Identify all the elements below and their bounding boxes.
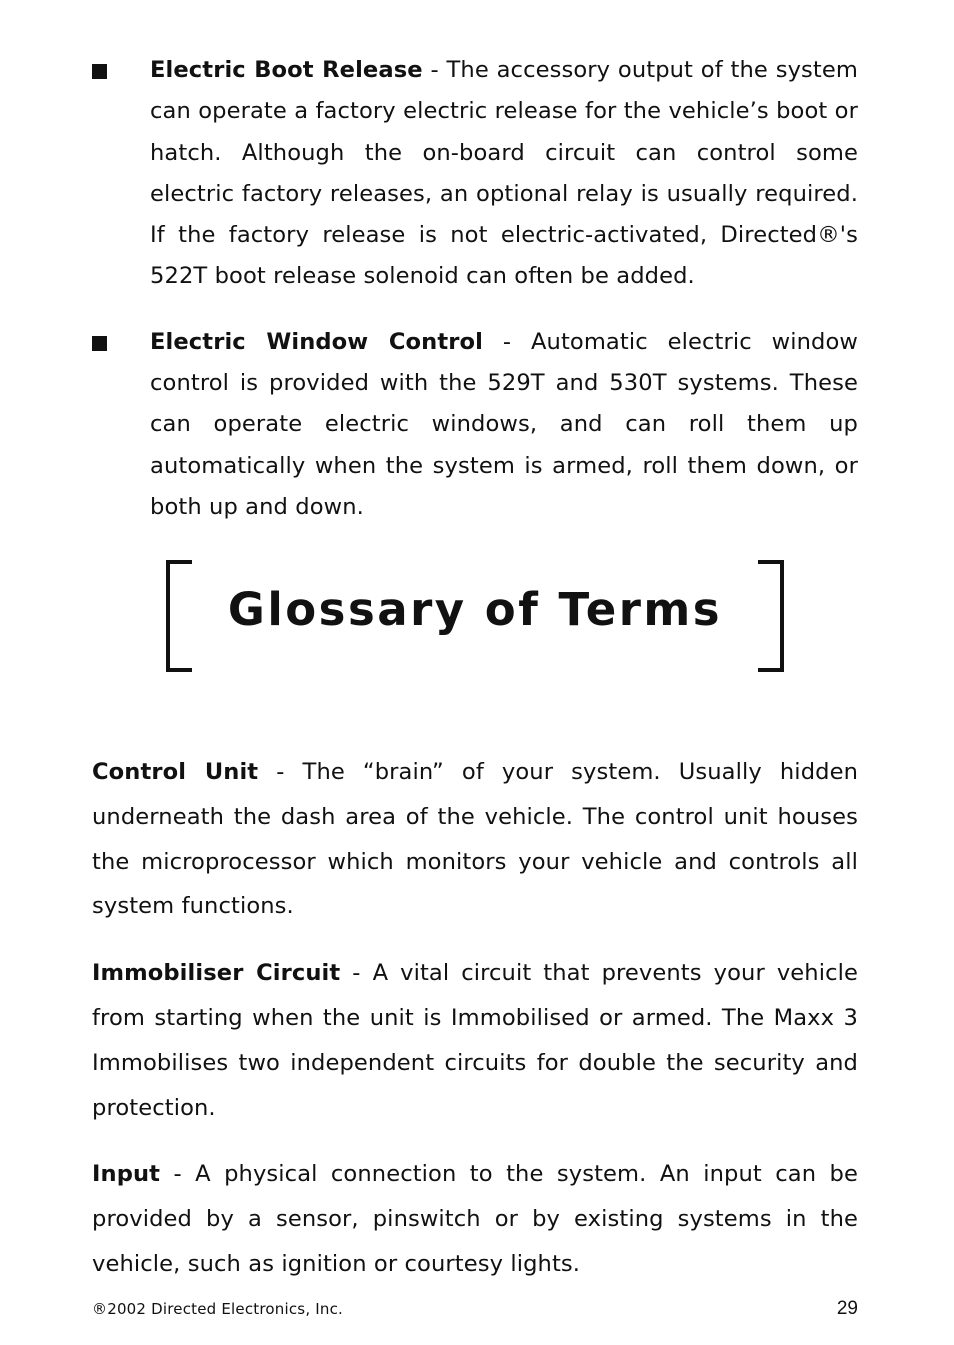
- term-separator: -: [160, 1161, 196, 1188]
- bullet-term: Electric Window Control: [150, 328, 483, 355]
- glossary-term: Input: [92, 1161, 161, 1188]
- term-separator: -: [482, 328, 531, 355]
- glossary-term: Immobiliser Circuit: [92, 960, 341, 987]
- term-separator: -: [258, 759, 303, 785]
- bullet-description: The accessory output of the system can operate a factory electric release for the vehicle’s boot or hatch. Although the on-board circuit can control some electric factory releases, an optional relay is usually required. If the factory release is not electric-activated, Directed®'s 522T boot release solenoid can often be added.: [150, 57, 858, 290]
- bullet-electric-window-control: [92, 322, 858, 528]
- glossary-definition: A vital circuit that prevents your vehicle from starting when the unit is Immobilised or armed. The Maxx 3 Immobilises two independent circuits for double the security and protection.: [92, 960, 858, 1121]
- bullet-paragraph: [150, 50, 858, 298]
- page-number: 29: [836, 1298, 858, 1319]
- square-bullet-icon: [92, 64, 107, 79]
- copyright-notice: ®2002 Directed Electronics, Inc.: [92, 1300, 344, 1318]
- bullet-description: Automatic electric window control is provided with the 529T and 530T systems. These can operate electric windows, and can roll them up automatically when the system is armed, roll them down, or both up and down.: [150, 328, 858, 520]
- term-separator: -: [340, 960, 373, 987]
- bullet-paragraph: [150, 322, 858, 528]
- glossary-entry-control-unit: [92, 750, 858, 929]
- glossary-definition: The “brain” of your system. Usually hidden underneath the dash area of the vehicle. The control unit houses the microprocessor which monitors your vehicle and controls all system functions.: [92, 759, 858, 920]
- bullet-electric-boot-release: [92, 50, 858, 298]
- right-bracket-icon: [758, 560, 784, 672]
- section-title: Glossary of Terms: [227, 583, 723, 636]
- glossary-entry-input: [92, 1152, 858, 1286]
- page-footer: [92, 1298, 858, 1324]
- glossary-term: Control Unit: [92, 759, 259, 785]
- glossary-entry-immobiliser-circuit: [92, 951, 858, 1130]
- feature-bullet-list: [92, 50, 858, 552]
- square-bullet-icon: [92, 336, 107, 351]
- term-separator: -: [422, 57, 447, 83]
- section-heading: [166, 560, 784, 672]
- bullet-term: Electric Boot Release: [150, 57, 423, 83]
- glossary-definition: A physical connection to the system. An input can be provided by a sensor, pinswitch or by existing systems in the vehicle, such as ignition or courtesy lights.: [92, 1161, 858, 1277]
- glossary-list: [92, 750, 858, 1309]
